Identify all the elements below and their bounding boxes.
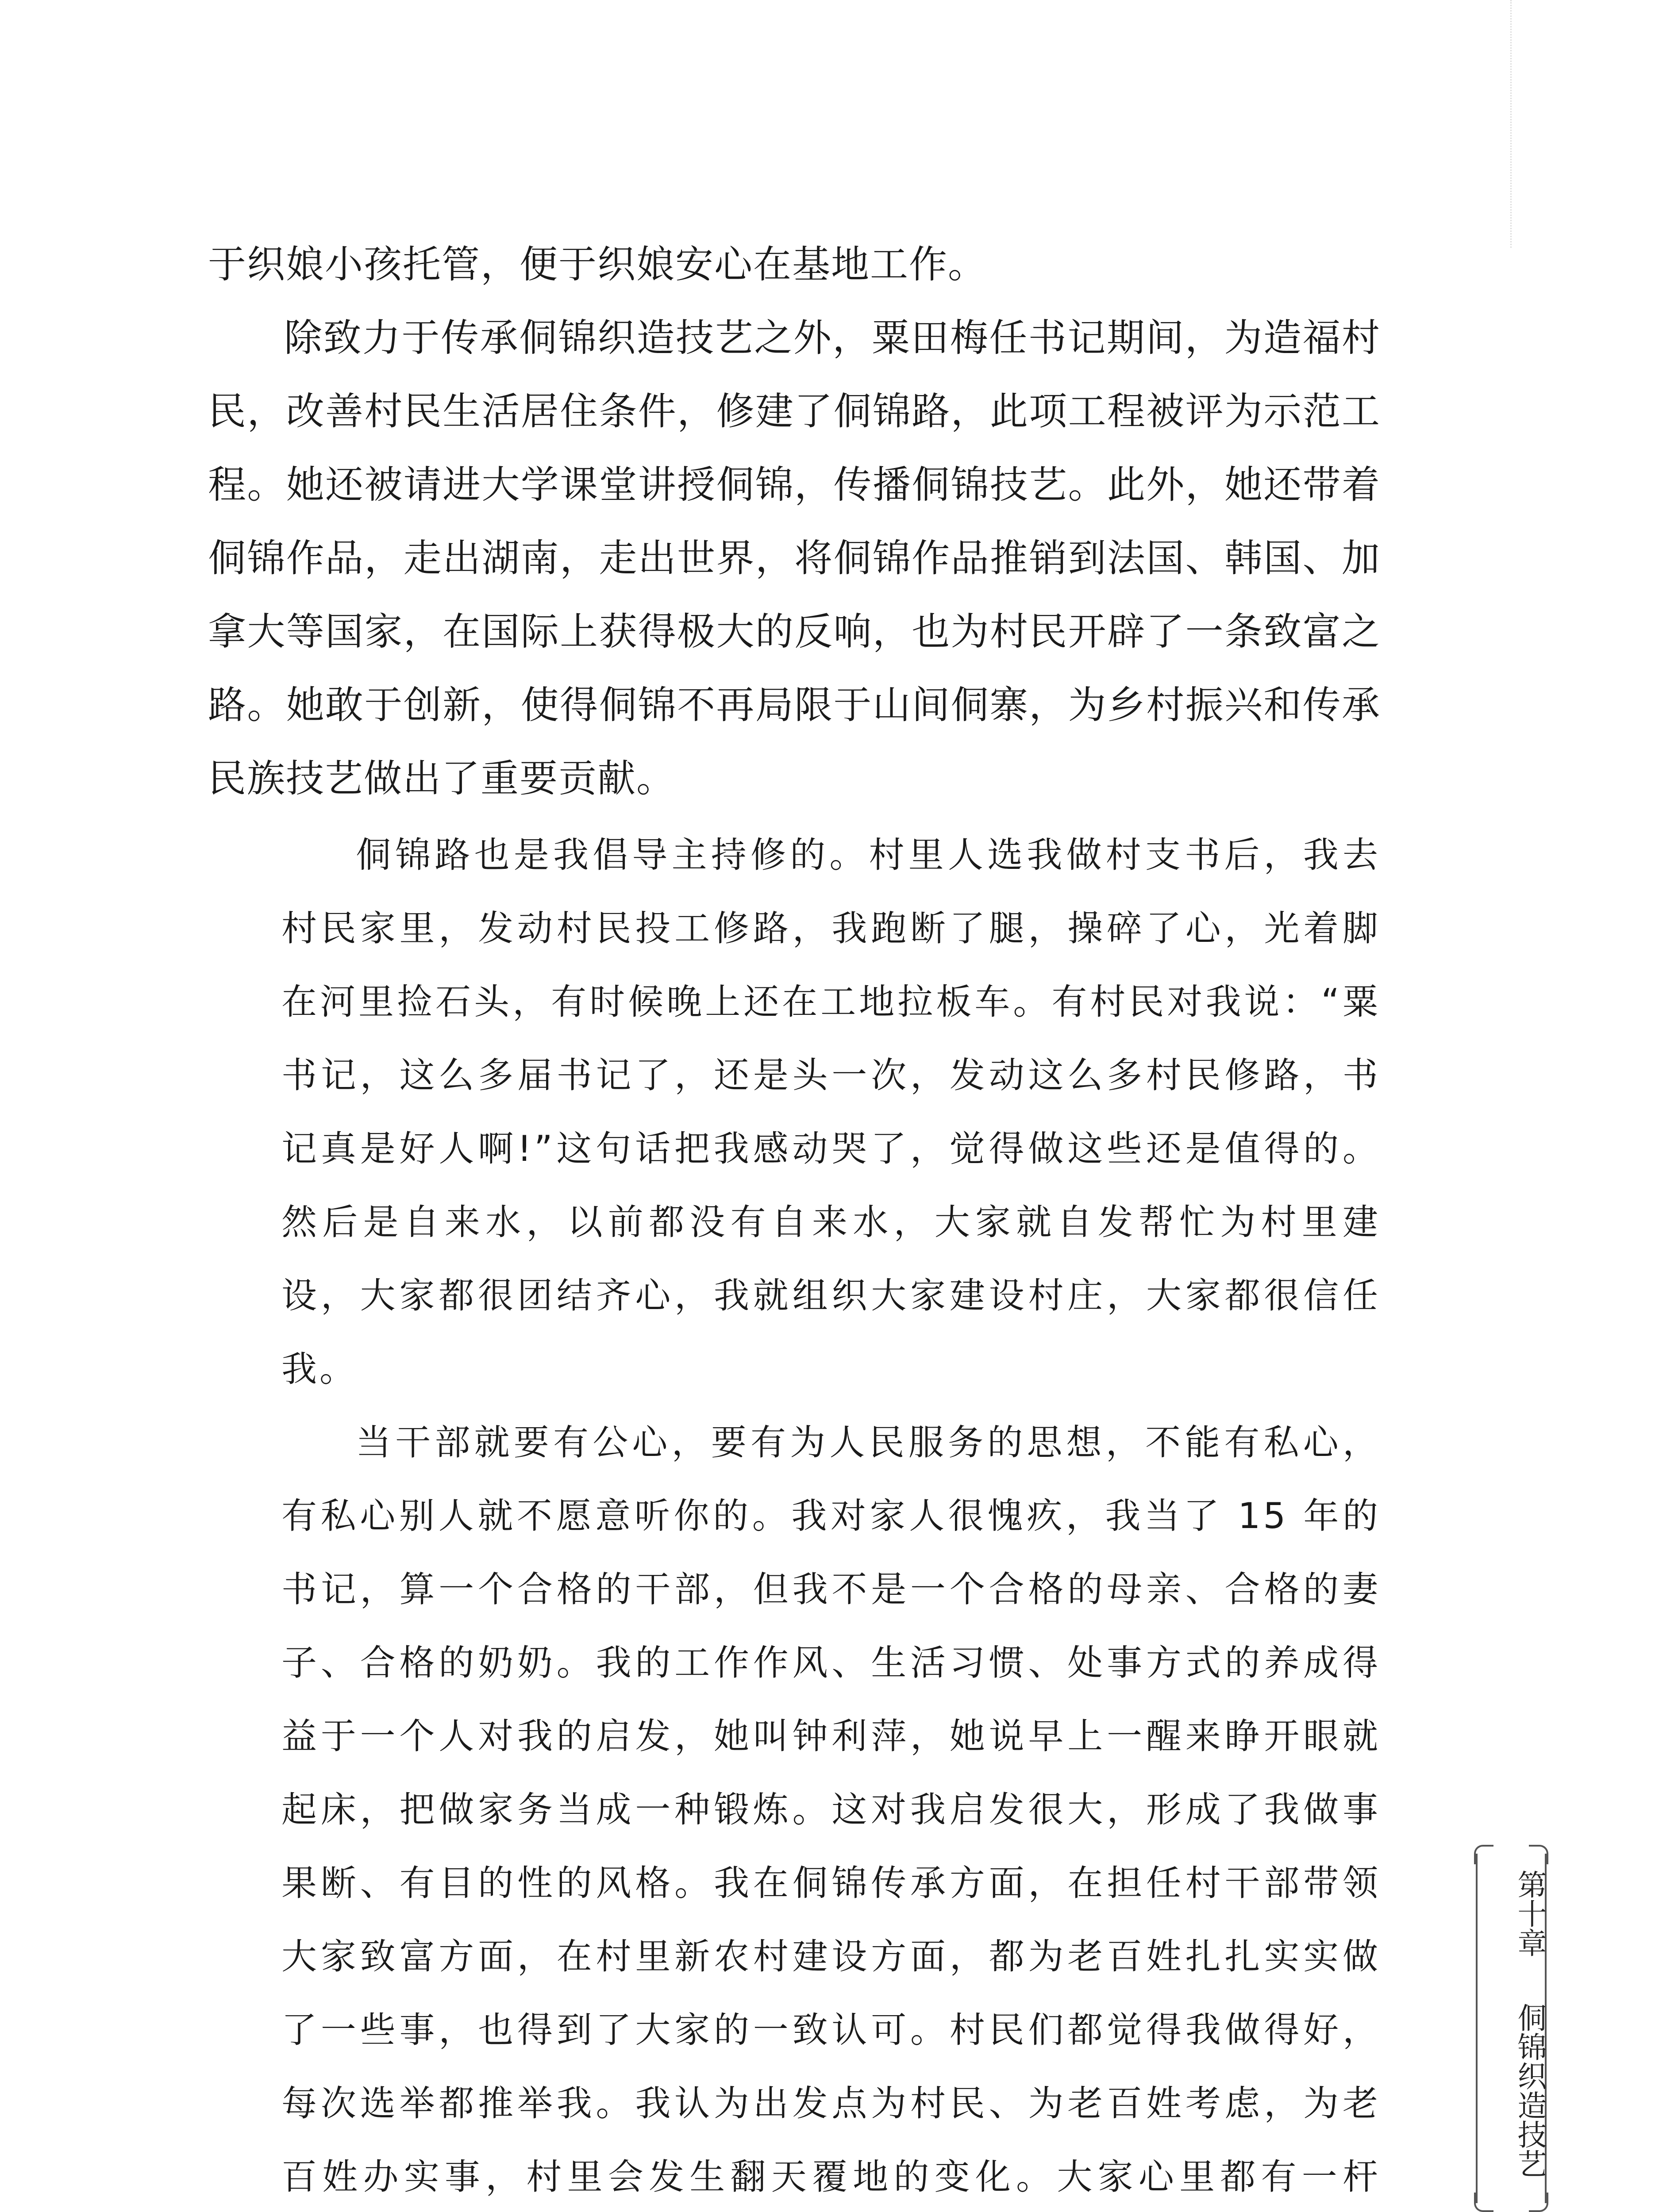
side-tab-corner xyxy=(1529,2193,1548,2212)
chapter-title: 侗锦织造技艺 xyxy=(1513,2003,1547,2178)
body-paragraph-2: 除致力于传承侗锦织造技艺之外，粟田梅任书记期间，为造福村民，改善村民生活居住条件，修建了侗锦路，此项工程被评为示范工程。她还被请进大学课堂讲授侗锦，传播侗锦技艺。此外，她还带着侗锦作品，走出湖南，走出世界，将侗锦作品推销到法国、韩国、加拿大等国家，在国际上获得极大的反响，也为村民开辟了一条致富之路。她敢于创新，使得侗锦不再局限于山间侗寨，为乡村振兴和传承民族技艺做出了重要贡献。 xyxy=(208,316,1381,801)
interview-quote xyxy=(281,818,1381,2212)
chapter-number: 第十章 xyxy=(1513,1870,1547,1957)
body-text xyxy=(208,228,1381,815)
quote-paragraph-1: 侗锦路也是我倡导主持修的。村里人选我做村支书后，我去村民家里，发动村民投工修路，我跑断了腿，操碎了心，光着脚在河里捡石头，有时候晚上还在工地拉板车。有村民对我说：“粟书记，这么多届书记了，还是头一次，发动这么多村民修路，书记真是好人啊!”这句话把我感动哭了，觉得做这些还是值得的。然后是自来水，以前都没有自来水，大家就自发帮忙为村里建设，大家都很团结齐心，我就组织大家建设村庄，大家都很信任我。 xyxy=(281,834,1381,1390)
margin-rule-top xyxy=(1510,0,1512,248)
quote-paragraph-2: 当干部就要有公心，要有为人民服务的思想，不能有私心，有私心别人就不愿意听你的。我对家人很愧疚，我当了 15 年的书记，算一个合格的干部，但我不是一个合格的母亲、合格的妻子、合格的奶奶。我的工作作风、生活习惯、处事方式的养成得益于一个人对我的启发，她叫钟利萍，她说早上一醒来睁开眼就起床，把做家务当成一种锻炼。这对我启发很大，形成了我做事果断、有目的性的风格。我在侗锦传承方面，在担任村干部带领大家致富方面，在村里新农村建设方面，都为老百姓扎扎实实做了一些事，也得到了大家的一致认可。村民们都觉得我做得好，每次选举都推举我。我认为出发点为村民、为老百姓考虑，为老百姓办实事，村里会发生翻天覆地的变化。大家心里都有一杆 xyxy=(281,1422,1381,2197)
chapter-side-tab xyxy=(1476,1854,1547,2203)
side-tab-corner xyxy=(1474,2193,1493,2212)
body-paragraph-1: 于织娘小孩托管，便于织娘安心在基地工作。 xyxy=(208,242,987,287)
